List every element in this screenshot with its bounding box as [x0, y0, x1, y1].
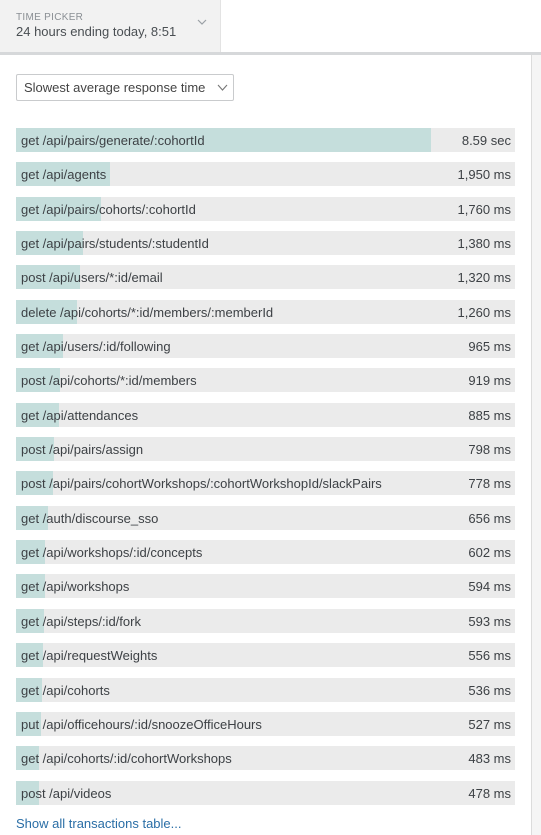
transaction-row[interactable] [16, 609, 515, 633]
transaction-row[interactable] [16, 368, 515, 392]
transaction-row[interactable] [16, 334, 515, 358]
transaction-response-time: 1,760 ms [457, 201, 511, 217]
transaction-row[interactable] [16, 300, 515, 324]
transaction-response-time: 778 ms [468, 476, 511, 492]
transaction-name: get /api/users/:id/following [21, 339, 171, 355]
transaction-row[interactable] [16, 231, 515, 255]
transaction-row[interactable] [16, 540, 515, 564]
transaction-name: get /api/workshops [21, 579, 130, 595]
transaction-response-time: 536 ms [468, 682, 511, 698]
time-picker-value: 24 hours ending today, 8:51 [16, 24, 177, 39]
transaction-response-time: 1,380 ms [457, 236, 511, 252]
transaction-response-time: 593 ms [468, 613, 511, 629]
transactions-list [16, 128, 515, 815]
transaction-response-time: 1,260 ms [457, 304, 511, 320]
transaction-name: get /api/attendances [21, 407, 139, 423]
transaction-name: get /api/pairs/generate/:cohortId [21, 133, 205, 148]
transaction-row[interactable] [16, 746, 515, 770]
transaction-response-time: 1,320 ms [457, 270, 511, 286]
transaction-name: get /auth/discourse_sso [21, 510, 159, 526]
time-picker-label: TIME PICKER [16, 12, 84, 23]
transaction-name: get /api/pairs/cohorts/:cohortId [21, 201, 196, 217]
transaction-row[interactable] [16, 574, 515, 598]
transaction-row[interactable] [16, 403, 515, 427]
chevron-down-icon [217, 83, 228, 92]
transaction-row[interactable] [16, 506, 515, 530]
sort-select-value: Slowest average response time [24, 80, 206, 95]
transaction-response-time: 656 ms [468, 510, 511, 526]
transaction-name: post /api/pairs/cohortWorkshops/:cohortWorkshopId/slackPairs [21, 476, 382, 492]
transaction-name: get /api/agents [21, 167, 107, 183]
transaction-name: post /api/videos [21, 785, 112, 801]
chevron-down-icon [197, 17, 207, 27]
transaction-name: get /api/cohorts [21, 682, 110, 698]
transaction-response-time: 1,950 ms [457, 167, 511, 183]
transaction-response-time: 798 ms [468, 442, 511, 458]
transaction-row[interactable] [16, 128, 515, 152]
transaction-name: post /api/users/*:id/email [21, 270, 163, 286]
transaction-response-time: 602 ms [468, 545, 511, 561]
transaction-row[interactable] [16, 781, 515, 805]
transaction-name: get /api/pairs/students/:studentId [21, 236, 209, 252]
transaction-name: delete /api/cohorts/*:id/members/:memberId [21, 304, 274, 320]
transaction-row[interactable] [16, 265, 515, 289]
transaction-response-time: 919 ms [468, 373, 511, 389]
transaction-row[interactable] [16, 678, 515, 702]
time-picker[interactable] [0, 0, 221, 52]
transaction-response-time: 527 ms [468, 716, 511, 732]
transaction-name: post /api/pairs/assign [21, 442, 144, 458]
transaction-response-time: 885 ms [468, 407, 511, 423]
transaction-response-time: 8.59 sec [461, 133, 511, 148]
show-all-transactions-link[interactable]: Show all transactions table... [16, 816, 182, 831]
transaction-row[interactable] [16, 162, 515, 186]
transaction-response-time: 478 ms [468, 785, 511, 801]
scrollbar[interactable] [532, 55, 541, 835]
transaction-response-time: 965 ms [468, 339, 511, 355]
transaction-row[interactable] [16, 712, 515, 736]
transaction-response-time: 556 ms [468, 648, 511, 664]
transaction-response-time: 594 ms [468, 579, 511, 595]
transaction-name: get /api/cohorts/:id/cohortWorkshops [21, 751, 232, 767]
sort-select[interactable] [16, 74, 234, 101]
transaction-name: get /api/steps/:id/fork [21, 613, 141, 629]
transaction-response-time: 483 ms [468, 751, 511, 767]
transaction-row[interactable] [16, 197, 515, 221]
transaction-name: get /api/workshops/:id/concepts [21, 545, 203, 561]
transaction-row[interactable] [16, 471, 515, 495]
transaction-name: get /api/requestWeights [21, 648, 158, 664]
top-bar [0, 0, 541, 54]
transaction-row[interactable] [16, 643, 515, 667]
transaction-row[interactable] [16, 437, 515, 461]
transaction-name: put /api/officehours/:id/snoozeOfficeHours [21, 716, 262, 732]
transaction-name: post /api/cohorts/*:id/members [21, 373, 197, 389]
